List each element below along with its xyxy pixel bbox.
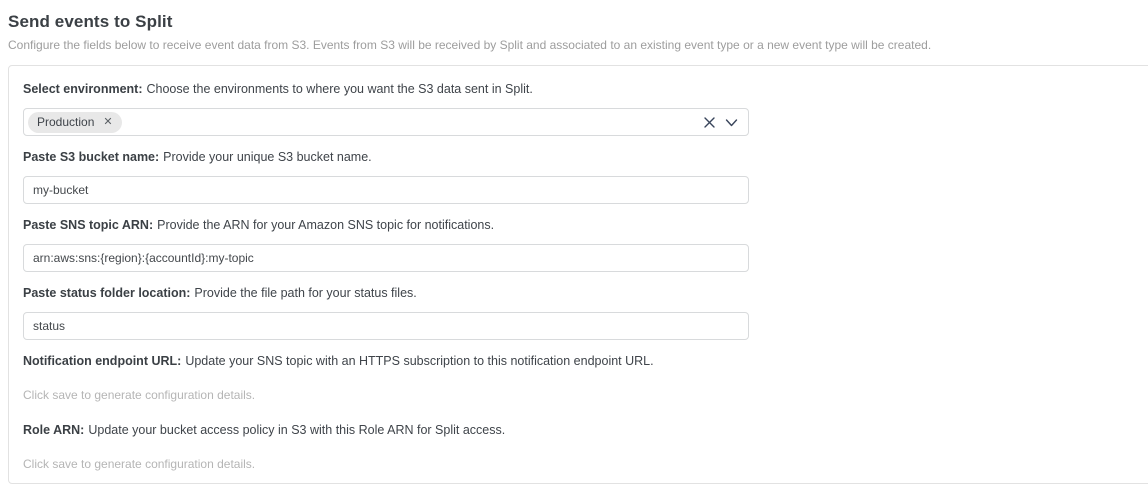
environment-description: Choose the environments to where you want the S3 data sent in Split. [146,82,533,96]
notification-endpoint-pending-text: Click save to generate configuration details. [23,388,256,402]
status-folder-label [23,286,1148,300]
clear-icon[interactable] [702,115,717,130]
page-subtitle: Configure the fields below to receive event data from S3. Events from S3 will be received by Split and associated to an existing event type or a new event type will be created. [8,38,932,52]
environment-tag-production [28,112,122,133]
notification-endpoint-label [23,354,1148,368]
bucket-input[interactable] [23,176,749,204]
sns-topic-input[interactable] [23,244,749,272]
bucket-label [23,150,1148,164]
bucket-description: Provide your unique S3 bucket name. [163,150,372,164]
role-arn-description: Update your bucket access policy in S3 with this Role ARN for Split access. [88,423,506,437]
environment-multiselect[interactable] [23,108,749,136]
role-arn-pending-text: Click save to generate configuration details. [23,457,256,471]
environment-tag-label: Production [37,115,95,129]
role-arn-label [23,423,1148,437]
bucket-label-bold: Paste S3 bucket name: [23,150,160,164]
chevron-down-icon[interactable] [724,115,739,130]
configuration-panel [8,65,1148,484]
notification-endpoint-label-bold: Notification endpoint URL: [23,354,182,368]
remove-tag-icon[interactable]: ✕ [103,115,113,128]
page-title: Send events to Split [8,12,173,31]
environment-select-controls [702,115,739,130]
status-folder-description: Provide the file path for your status files. [194,286,417,300]
notification-endpoint-description: Update your SNS topic with an HTTPS subscription to this notification endpoint URL. [185,354,654,368]
environment-label-bold: Select environment: [23,82,143,96]
role-arn-label-bold: Role ARN: [23,423,85,437]
environment-label [23,82,1148,96]
sns-topic-description: Provide the ARN for your Amazon SNS topic for notifications. [157,218,495,232]
status-folder-input[interactable] [23,312,749,340]
sns-topic-label-bold: Paste SNS topic ARN: [23,218,154,232]
sns-topic-label [23,218,1148,232]
status-folder-label-bold: Paste status folder location: [23,286,191,300]
